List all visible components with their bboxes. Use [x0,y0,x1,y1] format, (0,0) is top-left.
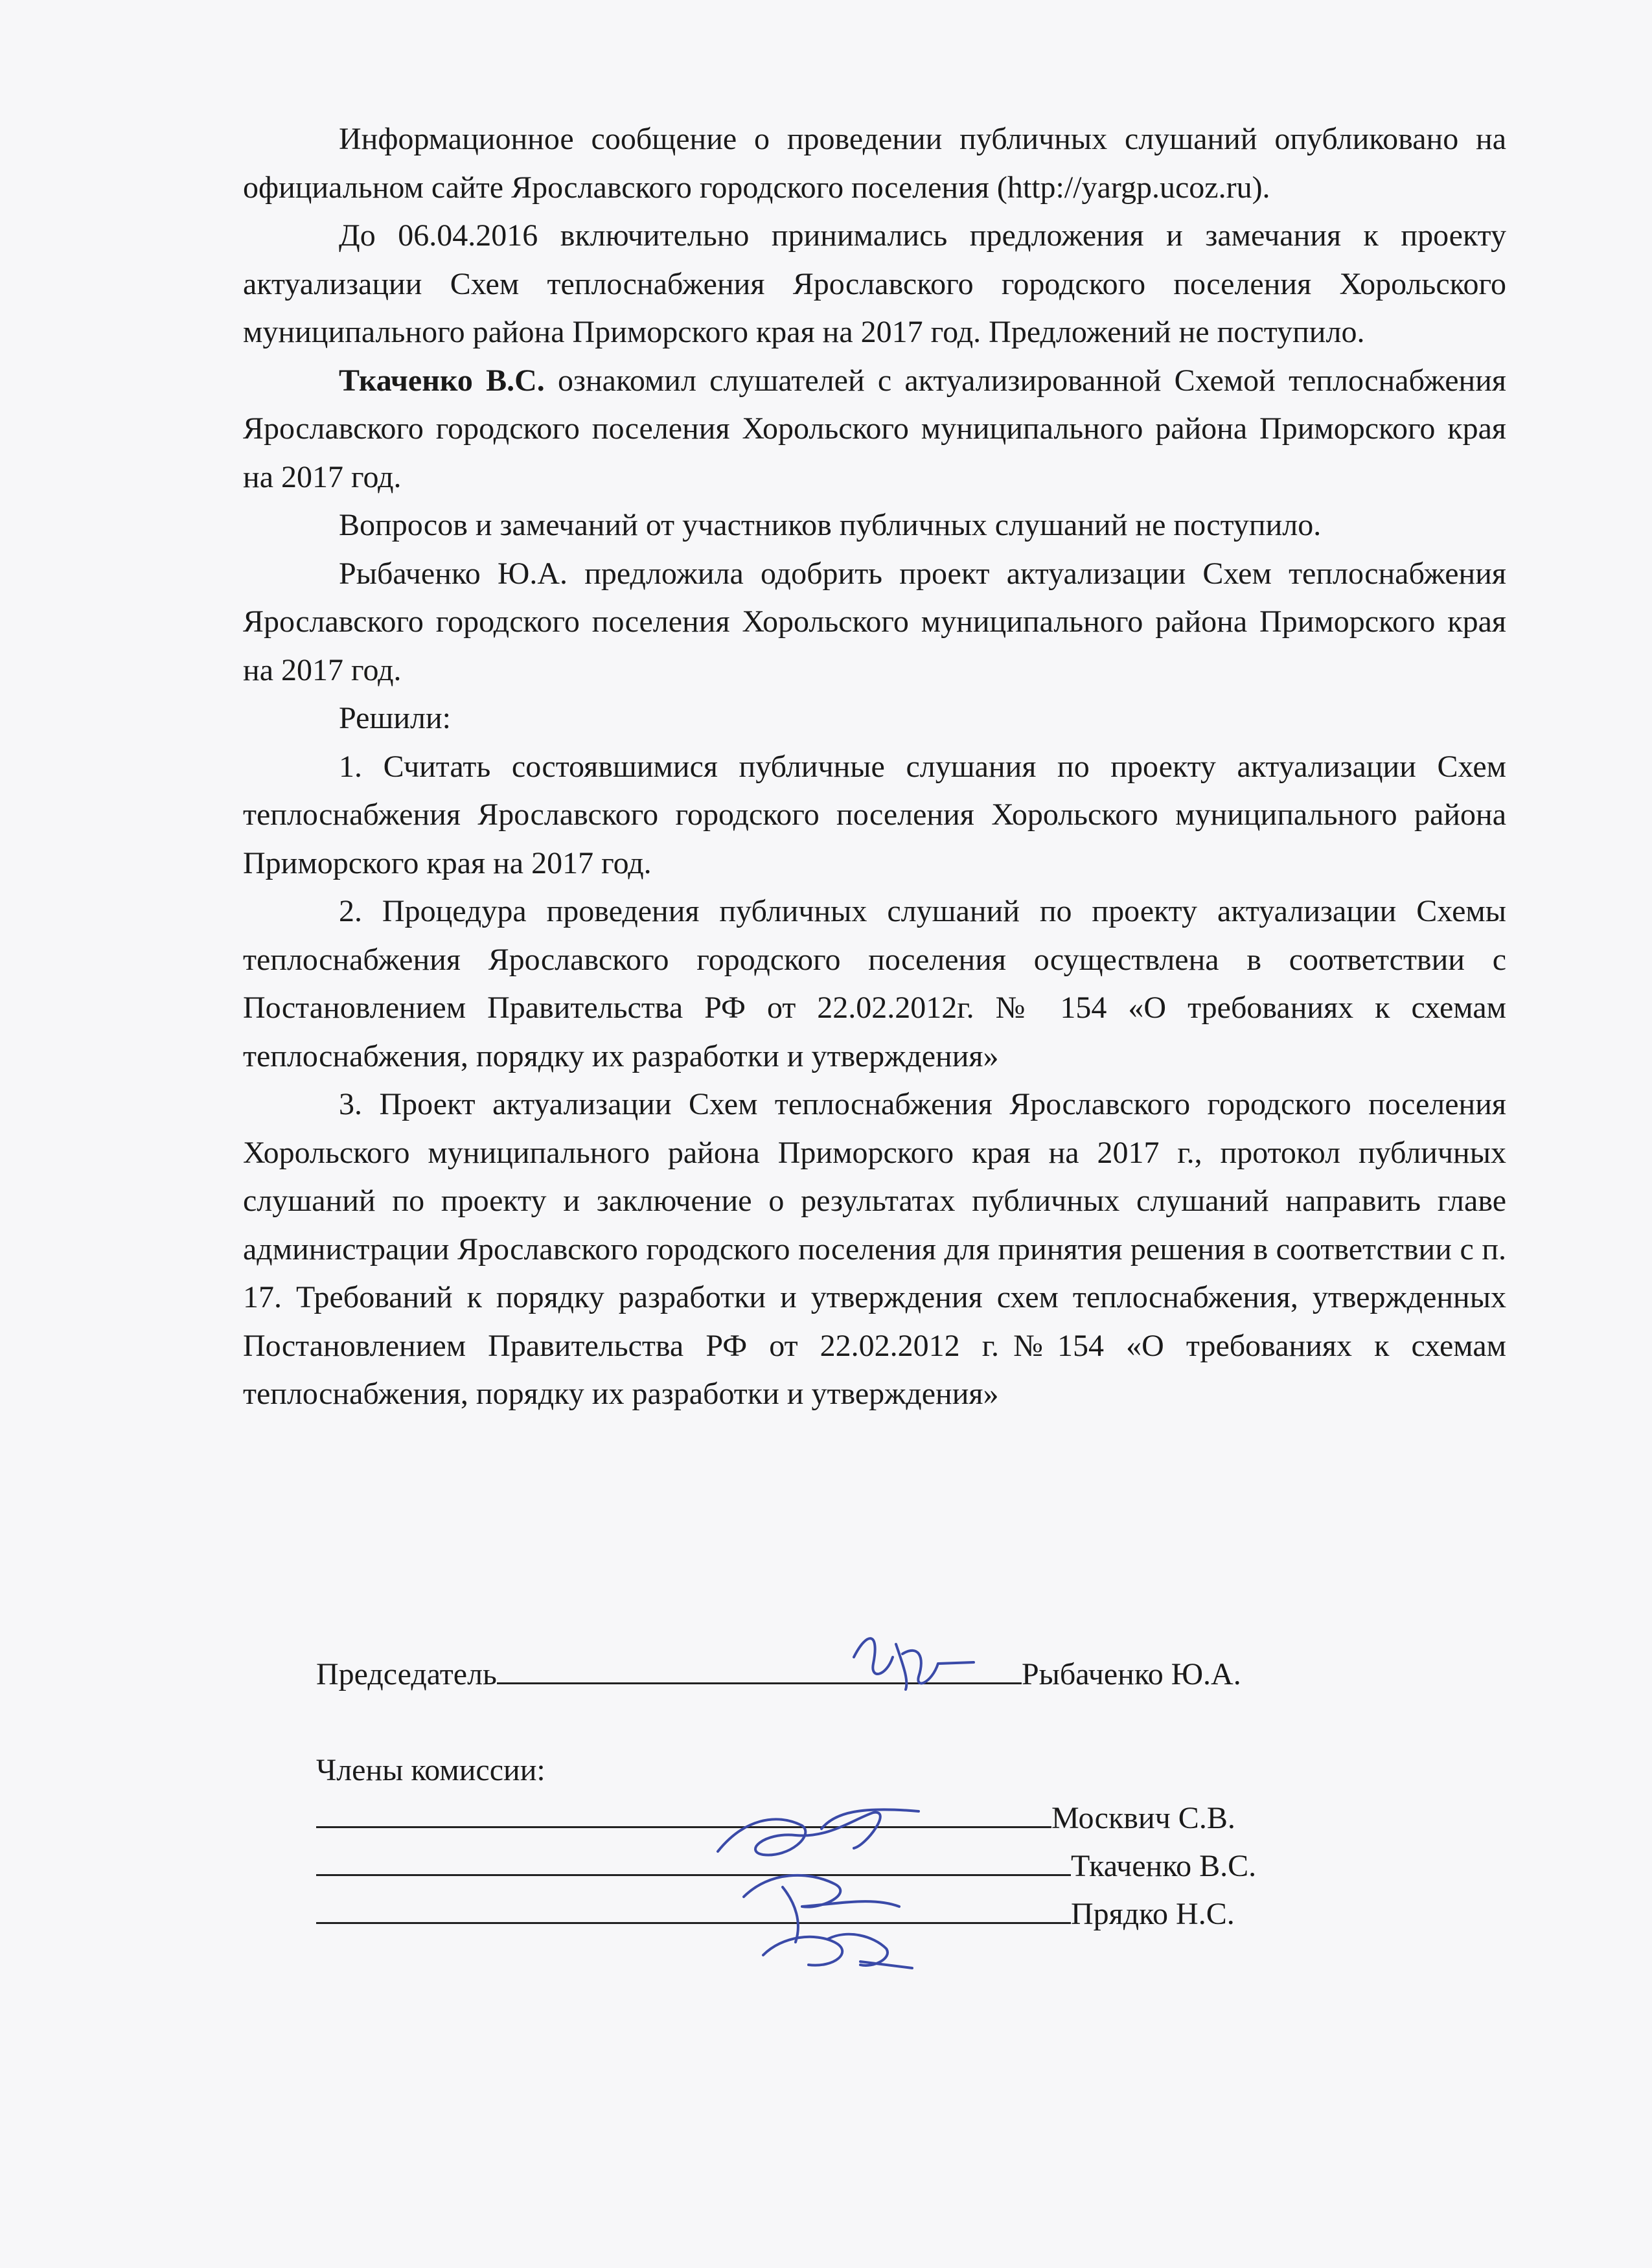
chair-signature-row [316,1651,1417,1699]
member-name-1: Москвич С.В. [1051,1801,1235,1835]
decision-item-1: 1. Считать состоявшимися публичные слушания по проекту актуализации Схем теплоснабжения Ярославского городского поселения Хорольского муниципального района Приморского края на 2017 год. [243,749,1506,880]
member-row-3 [316,1890,1417,1938]
paragraph-announcement: Информационное сообщение о проведении публичных слушаний опубликовано на официальном сайте Ярославского городского поселения (http://yargp.ucoz.ru). [243,122,1506,205]
members-label: Члены комиссии: [316,1753,545,1787]
document-body [243,115,1506,1419]
decided-heading: Решили: [339,701,451,735]
chair-handwritten-signature [841,1618,990,1702]
paragraph-proposals: До 06.04.2016 включительно принимались предложения и замечания к проекту актуализации Схем теплоснабжения Ярославского городского поселения Хорольского муниципального района Приморского края на 2017 год. Предложений не поступило. [243,218,1506,349]
member-row-1 [316,1794,1417,1842]
paragraph-proposal-approve: Рыбаченко Ю.А. предложила одобрить проект актуализации Схем теплоснабжения Ярославского городского поселения Хорольского муниципального района Приморского края на 2017 год. [243,556,1506,687]
chair-label: Председатель [316,1657,497,1691]
speaker-name: Ткаченко В.С. [339,363,545,398]
member-name-3: Прядко Н.С. [1071,1897,1235,1931]
chair-signature-line [497,1682,1022,1684]
spacer [316,1699,1417,1747]
member-signature-line-1 [316,1826,1051,1828]
decision-item-3: 3. Проект актуализации Схем теплоснабжения Ярославского городского поселения Хорольского муниципального района Приморского края на 2017 г., протокол публичных слушаний по проекту и заключение о результатах публичных слушаний направить главе администрации Ярославского городского поселения для принятия решения в соответствии с п. 17. Требований к порядку разработки и утверждения схем теплоснабжения, утвержденных Постановлением Правительства РФ от 22.02.2012 г.№154 «О требованиях к схемам теплоснабжения, порядку их разработки и утверждения» [243,1087,1506,1411]
paragraph-presentation [243,357,1506,502]
presentation-text: ознакомил слушателей с актуализированной Схемой теплоснабжения Ярославского городского поселения Хорольского муниципального района Приморского края на 2017 год. [243,363,1507,494]
members-label-row [316,1747,1417,1794]
member-signature-line-2 [316,1874,1071,1876]
paragraph-no-questions: Вопросов и замечаний от участников публичных слушаний не поступило. [339,508,1322,542]
chair-name: Рыбаченко Ю.А. [1021,1657,1241,1691]
signature-block [316,1651,1417,1938]
member-name-2: Ткаченко В.С. [1071,1849,1257,1883]
member-signature-line-3 [316,1922,1071,1924]
member-row-2 [316,1842,1417,1890]
decision-item-2: 2. Процедура проведения публичных слушаний по проекту актуализации Схемы теплоснабжения Ярославского городского поселения осуществлена в соответствии с Постановлением Правительства РФ от 22.02.2012г. № 154 «О требованиях к схемам теплоснабжения, порядку их разработки и утверждения» [243,894,1506,1073]
